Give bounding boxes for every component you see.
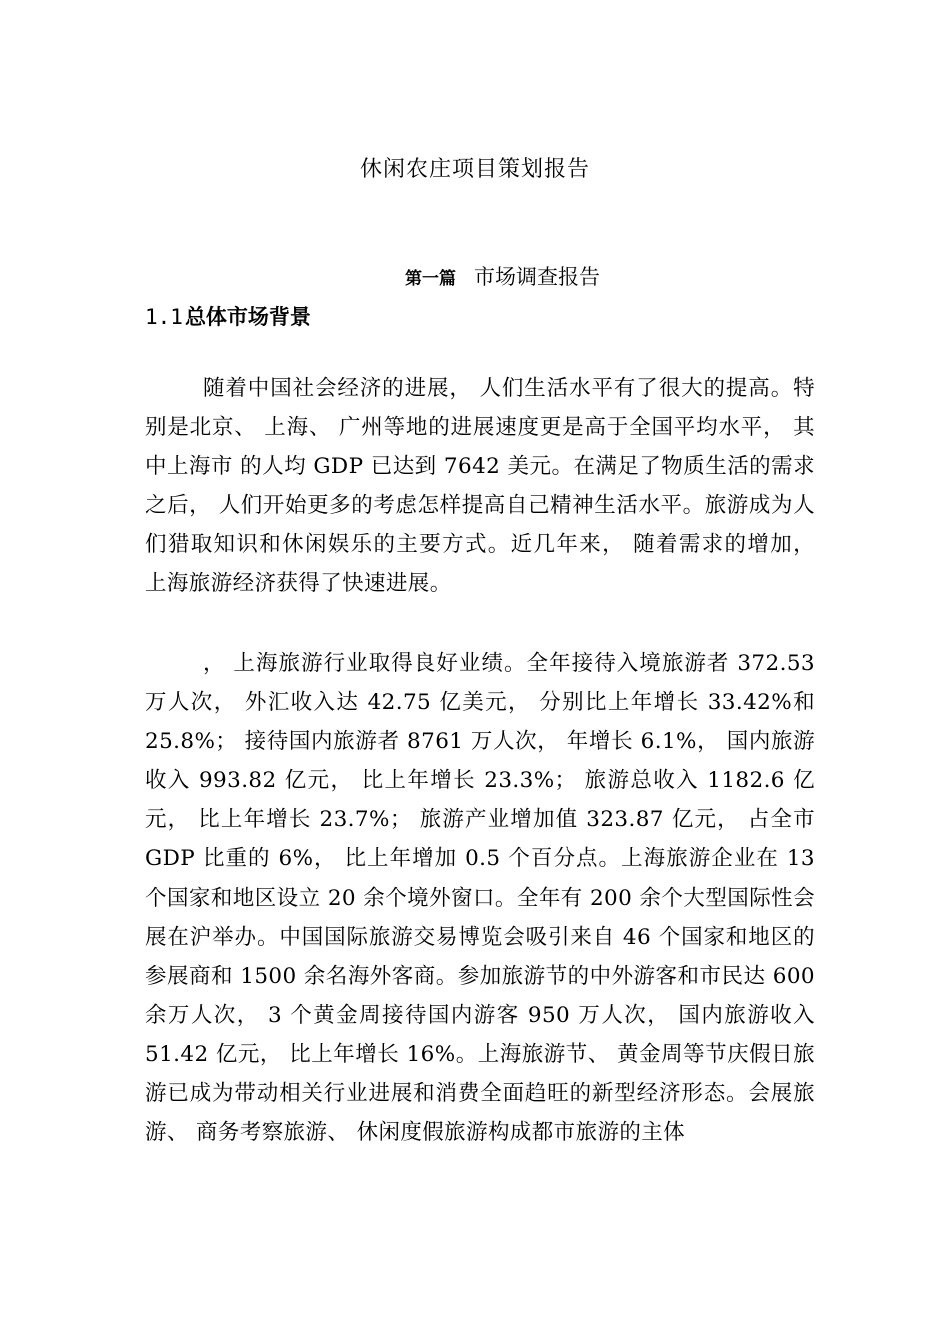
part-title: 市场调查报告 <box>474 265 600 289</box>
section-number: 1.1 <box>145 305 183 329</box>
section-title: 总体市场背景 <box>184 305 311 329</box>
section-heading <box>145 302 311 332</box>
body-paragraph: 随着中国社会经济的进展， 人们生活水平有了很大的提高。特别是北京、 上海、 广州等地的进展速度更是高于全国平均水平， 其中上海市 的人均 GDP 已达到 7642 美元。在满足了物质生活的需求之后， 人们开始更多的考虑怎样提高自己精神生活水平。旅游成为人们猎取知识和休闲娱乐的主要方式。近几年来， 随着需求的增加， 上海旅游经济获得了快速进展。 <box>145 376 815 597</box>
document-title: 休闲农庄项目策划报告 <box>359 157 590 182</box>
part-heading <box>405 262 600 294</box>
part-label: 第一篇 <box>405 269 456 289</box>
body-paragraph: ， 上海旅游行业取得良好业绩。全年接待入境旅游者 372.53 万人次， 外汇收入达 42.75 亿美元， 分别比上年增长 33.42%和 25.8%； 接待国内旅游者 8761 万人次， 年增长 6.1%， 国内旅游收入 993.82 亿元， 比上年增长 23.3%； 旅游总收入 1182.6 亿元， 比上年增长 23.7%； 旅游产业增加值 323.87 亿元， 占全市 GDP 比重的 6%， 比上年增加 0.5 个百分点。上海旅游企业在 13 个国家和地区设立 20 余个境外窗口。全年有 200 余个大型国际性会展在沪举办。中国国际旅游交易博览会吸引来自 46 个国家和地区的参展商和 1500 余名海外客商。参加旅游节的中外游客和市民达 600 余万人次， 3 个黄金周接待国内游客 950 万人次， 国内旅游收入 51.42 亿元， 比上年增长 16%。上海旅游节、 黄金周等节庆假日旅游已成为带动相关行业进展和消费全面趋旺的新型经济形态。会展旅游、 商务考察旅游、 休闲度假旅游构成都市旅游的主体 <box>145 651 815 1146</box>
